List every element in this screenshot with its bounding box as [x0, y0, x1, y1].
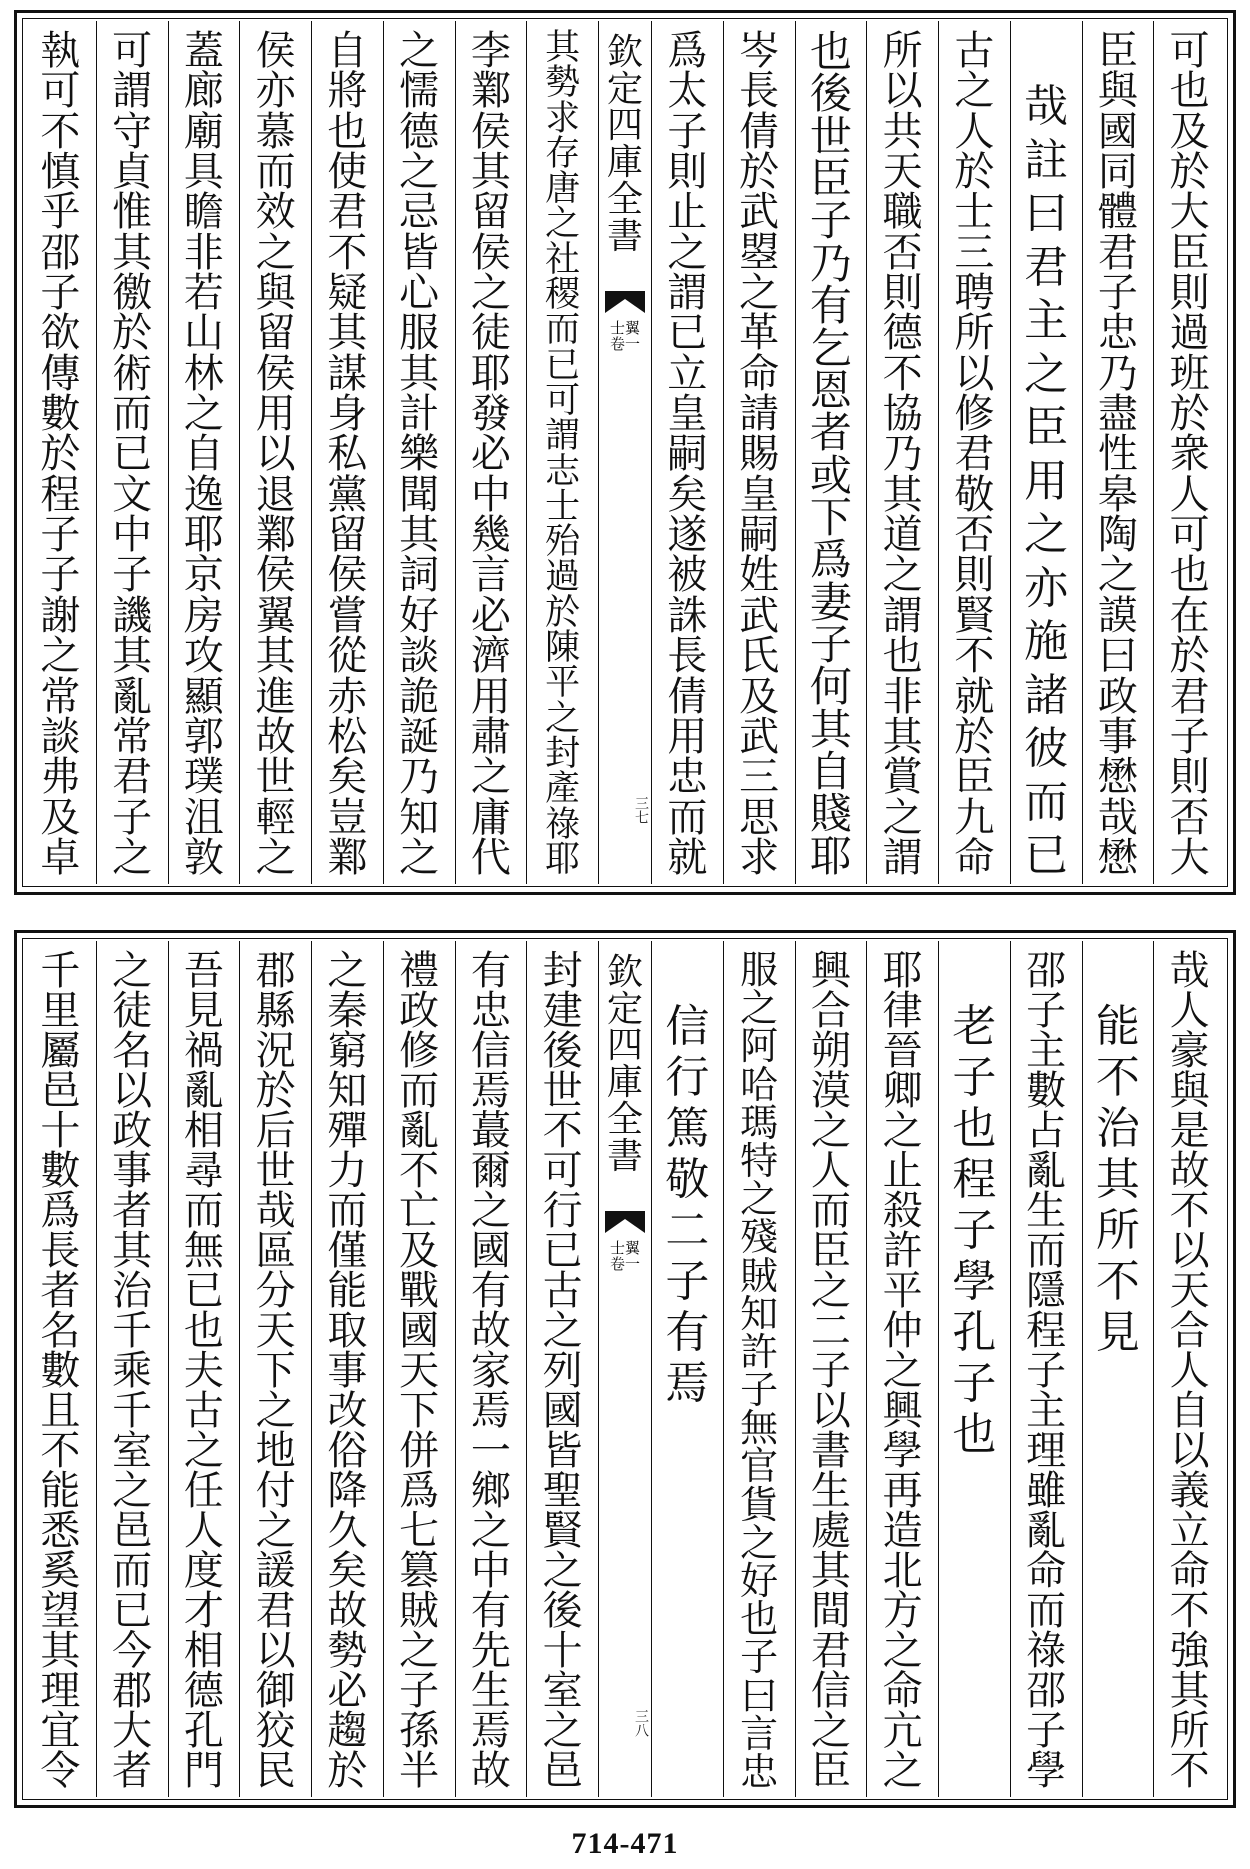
text-column [383, 21, 455, 884]
column-text: 可 謂 守 貞 惟 其 徼 於 術 而 已 文 中 子 譏 其 亂 常 君 子 之 [112, 28, 153, 881]
column-text: 岑 長 倩 於 武 曌 之 革 命 請 賜 皇 嗣 姓 武 氏 及 武 三 思 求 [739, 28, 780, 881]
text-column [795, 21, 867, 884]
column-text: 之 徒 名 以 政 事 者 其 治 千 乘 千 室 之 邑 而 已 今 郡 大 者 [112, 948, 153, 1794]
column-text: 爲 太 子 則 止 之 謂 已 立 皇 嗣 矣 遂 被 誅 長 倩 用 忠 而 就 [667, 28, 708, 881]
text-column [168, 21, 240, 884]
text-column [1010, 941, 1082, 1797]
text-column [651, 941, 723, 1797]
book-section [599, 321, 651, 353]
column-text: 蓋 廊 廟 具 瞻 非 若 山 林 之 自 逸 耶 京 房 攻 顯 郭 璞 沮 敦 [183, 28, 224, 881]
fish-tail-mark-icon [605, 1211, 645, 1233]
top-page [14, 10, 1236, 895]
column-text: 千 里 屬 邑 十 數 爲 長 者 名 數 且 不 能 悉 奚 望 其 理 宜 令 [40, 948, 81, 1794]
center-fold-strip [598, 941, 651, 1797]
column-text: 封 建 後 世 不 可 行 已 古 之 列 國 皆 聖 賢 之 後 十 室 之 邑 [542, 948, 583, 1794]
column-text: 興 合 朔 漠 之 人 而 臣 之 二 子 以 書 生 處 其 間 君 信 之 臣 [810, 948, 851, 1794]
column-text: 其 勢 求 存 唐 之 社 稷 而 已 可 謂 志 士 殆 過 於 陳 平 之 封 產 祿 耶 [545, 28, 581, 880]
text-column [455, 941, 527, 1797]
volume-label: 卷一 [609, 1254, 641, 1273]
folio-number: 三七 [633, 796, 649, 824]
book-title: 欽 定 四 庫 全 書 [606, 952, 643, 1177]
text-column [25, 21, 96, 884]
column-text: 自 將 也 使 君 不 疑 其 謀 身 私 黨 留 侯 嘗 從 赤 松 矣 豈 鄴 [327, 28, 368, 881]
column-text: 所 以 共 天 職 否 則 德 不 協 乃 其 道 之 謂 也 非 其 賞 之 謂 [882, 28, 923, 881]
center-fold-strip [598, 21, 651, 884]
text-column [1153, 21, 1225, 884]
text-column [651, 21, 723, 884]
text-column [866, 21, 938, 884]
text-column [795, 941, 867, 1797]
column-text: 哉 註 曰 君 主 之 臣 用 之 亦 施 諸 彼 而 已 [1024, 81, 1069, 881]
column-text: 侯 亦 慕 而 效 之 與 留 侯 用 以 退 鄴 侯 翼 其 進 故 世 輕 之 [255, 28, 296, 881]
column-text: 可 也 及 於 大 臣 則 過 班 於 衆 人 可 也 在 於 君 子 則 否 大 [1169, 28, 1210, 881]
column-text: 臣 與 國 同 體 君 子 忠 乃 盡 性 皋 陶 之 謨 曰 政 事 懋 哉 懋 [1097, 28, 1138, 881]
column-text: 之 懦 德 之 忌 皆 心 服 其 計 樂 聞 其 詞 好 談 詭 誕 乃 知 之 [399, 28, 440, 881]
text-column [526, 941, 598, 1797]
bottom-page-columns [25, 941, 1225, 1797]
text-column [311, 941, 383, 1797]
text-column [311, 21, 383, 884]
volume-label: 卷一 [609, 334, 641, 353]
text-column [25, 941, 96, 1797]
column-text: 李 鄴 侯 其 留 侯 之 徒 耶 發 必 中 幾 言 必 濟 用 肅 之 庸 代 [470, 28, 511, 881]
text-column [239, 21, 311, 884]
column-text: 郡 縣 況 於 后 世 哉 區 分 天 下 之 地 付 之 諼 君 以 御 狡 民 [255, 948, 296, 1794]
column-text: 耶 律 晉 卿 之 止 殺 許 平 仲 之 興 學 再 造 北 方 之 命 亢 之 [882, 948, 923, 1794]
text-column [455, 21, 527, 884]
text-column [938, 21, 1010, 884]
text-column [938, 941, 1010, 1797]
column-text: 禮 政 修 而 亂 不 亡 及 戰 國 天 下 併 爲 七 篡 賊 之 子 孫 半 [399, 948, 440, 1794]
text-column [96, 941, 168, 1797]
column-text: 邵 子 主 數 占 亂 生 而 隱 程 子 主 理 雖 亂 命 而 祿 邵 子 學 [1026, 948, 1067, 1794]
folio-number: 三八 [633, 1709, 649, 1737]
column-text: 也 後 世 臣 子 乃 有 乞 恩 者 或 下 爲 妻 子 何 其 自 賤 耶 [809, 27, 852, 881]
column-text: 執 可 不 慎 乎 邵 子 欲 傳 數 於 程 子 子 謝 之 常 談 弗 及 卓 [40, 28, 81, 881]
column-text: 古 之 人 於 士 三 聘 所 以 修 君 敬 否 則 賢 不 就 於 臣 九 命 [954, 28, 995, 881]
column-text: 哉 人 豪 與 是 故 不 以 天 合 人 自 以 義 立 命 不 強 其 所 不 [1169, 948, 1210, 1794]
text-column [239, 941, 311, 1797]
text-column [866, 941, 938, 1797]
text-column [1082, 941, 1154, 1797]
column-text: 能 不 治 其 所 不 見 [1095, 1001, 1140, 1358]
text-column [723, 21, 795, 884]
column-text: 吾 見 禍 亂 相 尋 而 無 已 也 夫 古 之 任 人 度 才 相 德 孔 門 [183, 948, 224, 1794]
column-text: 之 秦 窮 知 殫 力 而 僅 能 取 事 改 俗 降 久 矣 故 勢 必 趨 於 [327, 948, 368, 1794]
column-text: 信 行 篤 敬 二 子 有 焉 [665, 1001, 710, 1409]
book-title: 欽 定 四 庫 全 書 [606, 32, 643, 257]
page-footer-number: 714-471 [571, 1827, 679, 1860]
column-text: 老 子 也 程 子 學 孔 子 也 [952, 1001, 997, 1460]
text-column [96, 21, 168, 884]
column-text: 服 之 阿 哈 瑪 特 之 殘 賊 知 許 子 無 官 貨 之 好 也 子 曰 言 忠 [740, 948, 779, 1794]
fish-tail-mark-icon [605, 291, 645, 313]
text-column [723, 941, 795, 1797]
section-name: 士翼 [609, 319, 641, 337]
top-page-columns [25, 21, 1225, 884]
section-name: 士翼 [609, 1239, 641, 1257]
book-section [599, 1241, 651, 1273]
text-column [383, 941, 455, 1797]
text-column [168, 941, 240, 1797]
text-column [1082, 21, 1154, 884]
text-column [1153, 941, 1225, 1797]
bottom-page [14, 930, 1236, 1808]
column-text: 有 忠 信 焉 蕞 爾 之 國 有 故 家 焉 一 鄉 之 中 有 先 生 焉 故 [470, 948, 511, 1794]
text-column [1010, 21, 1082, 884]
text-column [526, 21, 598, 884]
